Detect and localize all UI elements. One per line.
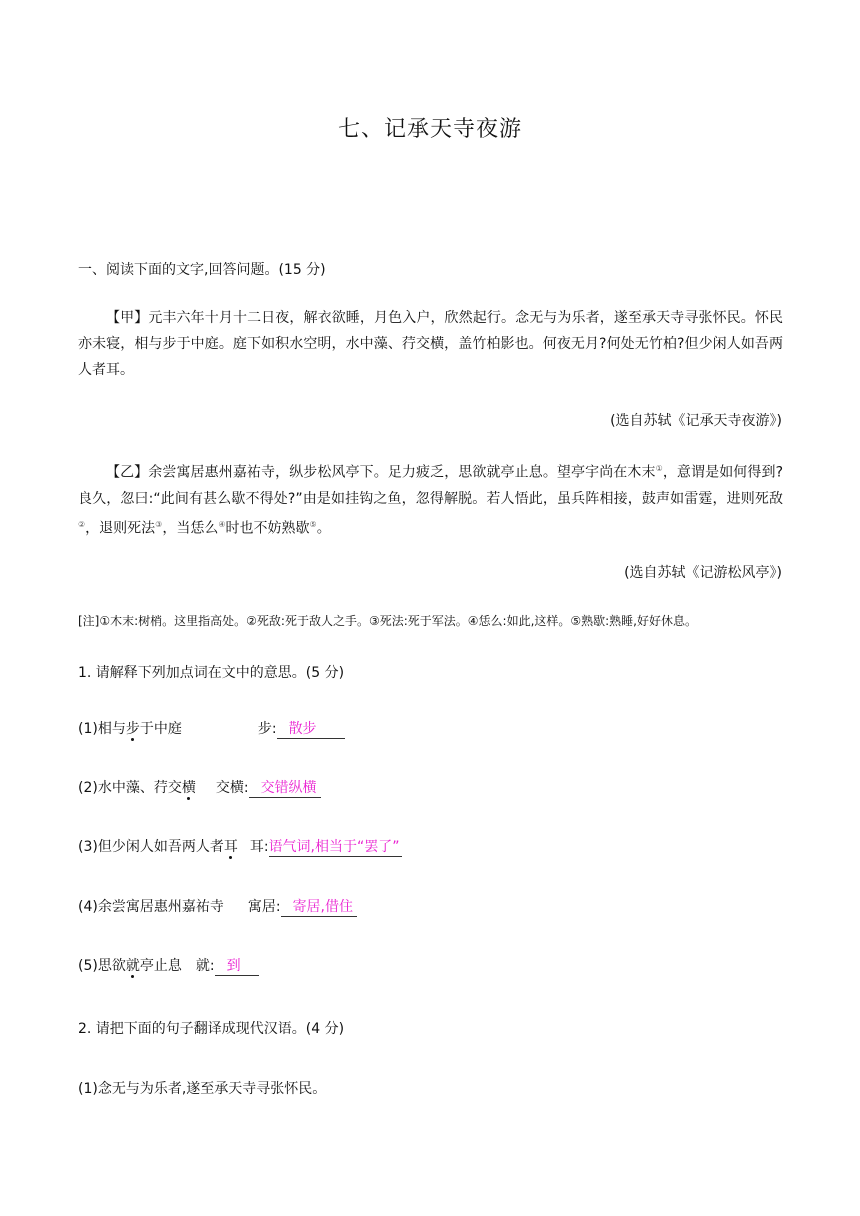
passage-yi-text: ，意谓是如何得到?良久，忽曰:“此间有甚么歇不得处?”由是如挂钩之鱼，忽得解脱。若人悟此，虽兵阵相接，鼓声如雷霆，进则死敌 [78,464,784,507]
answer-blank: 散步 [277,720,345,739]
passage-yi-text: 。 [316,520,331,537]
section-heading: 一、阅读下面的文字,回答问题。(15 分) [78,262,326,278]
footnote-5: ⑤ [309,519,317,529]
dotted-word: 步 [125,721,140,737]
footnote-3: ③ [155,519,163,529]
passage-jia-source: (选自苏轼《记承天寺夜游》) [610,413,782,429]
term-label: 交横: [215,780,249,796]
page-title: 七、记承天寺夜游 [337,117,522,142]
footnote-4: ④ [218,519,226,529]
question-1-item-3: (3)但少闲人如吾两人者耳 耳:语气词,相当于“罢了” [78,839,400,855]
question-1-stem: 1. 请解释下列加点词在文中的意思。(5 分) [78,665,345,681]
term-label: 寓居: [247,899,281,915]
term-label: 步: [257,721,277,737]
question-2-item-1: (1)念无与为乐者,遂至承天寺寻张怀民。 [78,1081,327,1097]
question-1-item-5: (5)思欲就亭止息 就: 到 [78,955,259,976]
passage-yi-text: ，当恁么 [162,520,219,537]
question-1-item-4: (4)余尝寓居惠州嘉祐寺 寓居: 寄居,借住 [78,896,357,917]
term-label: 就: [195,958,215,974]
footnote-1: ① [655,464,663,473]
annotation-note: [注]①木末:树梢。这里指高处。②死敌:死于敌人之手。③死法:死于军法。④恁么:如此,这样。⑤熟歇:熟睡,好好休息。 [78,614,698,628]
question-1-item-1: (1)相与步于中庭 步: 散步 [78,718,345,739]
question-1-item-2: (2)水中藻、荇交横 交横: 交错纵横 [78,777,321,798]
answer-blank: 交错纵横 [249,779,321,798]
passage-yi-text: 【乙】余尝寓居惠州嘉祐寺，纵步松风亭下。足力疲乏，思欲就亭止息。望亭宇尚在木末 [106,464,656,481]
dotted-word: 就 [125,958,140,974]
answer-blank: 到 [215,957,259,976]
dotted-word: 耳 [223,839,238,855]
term-label: 耳: [249,839,269,855]
answer-blank: 语气词,相当于“罢了” [268,839,400,855]
passage-yi-text: 时也不妨熟歇 [225,520,310,537]
passage-yi [78,456,783,541]
footnote-2: ② [78,519,86,529]
question-2-stem: 2. 请把下面的句子翻译成现代汉语。(4 分) [78,1021,345,1037]
passage-yi-source: (选自苏轼《记游松风亭》) [624,565,782,581]
answer-blank: 寄居,借住 [281,898,357,917]
passage-yi-text: ，退则死法 [85,520,156,537]
passage-jia: 【甲】元丰六年十月十二日夜，解衣欲睡，月色入户，欣然起行。念无与为乐者，遂至承天寺寻张怀民。怀民亦未寝，相与步于中庭。庭下如积水空明，水中藻、荇交横，盖竹柏影也。何夜无月?何处无竹柏?但少闲人如吾两人者耳。 [78,310,783,378]
dotted-word: 横 [181,780,196,796]
